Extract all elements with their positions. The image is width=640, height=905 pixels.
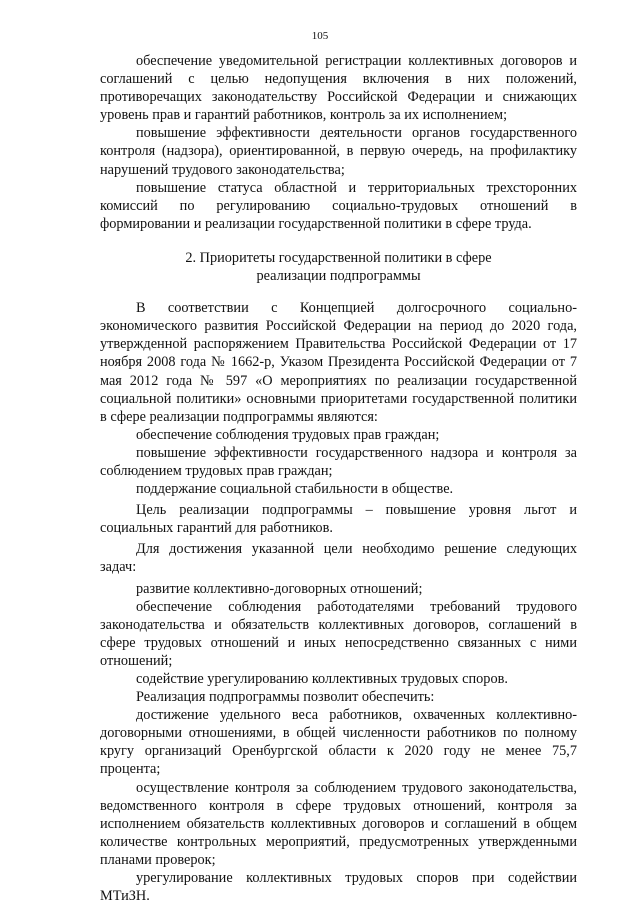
paragraph: Для достижения указанной цели необходимо решение следующих задач:: [100, 541, 577, 576]
paragraph: Реализация подпрограммы позволит обеспечить:: [136, 689, 435, 706]
document-body: [100, 52, 577, 905]
paragraph: повышение статуса областной и территориальных трехсторонних комиссий по регулированию социально-трудовых отношений в формировании и реализации государственной политики в сфере труда.: [100, 179, 577, 232]
paragraph: Цель реализации подпрограммы – повышение уровня льгот и социальных гарантий для работников.: [100, 502, 577, 537]
list-item: достижение удельного веса работников, охваченных коллективно-договорными отношениями, в общей численности работников по полному кругу организаций Оренбургской области к 2020 году не менее 75,7 процента;: [100, 707, 577, 778]
list-item: обеспечение соблюдения трудовых прав граждан;: [136, 426, 440, 443]
paragraph: повышение эффективности деятельности органов государственного контроля (надзора), ориентированной, в первую очередь, на профилактику нарушений трудового законодательства;: [100, 125, 577, 178]
list-item: поддержание социальной стабильности в обществе.: [136, 481, 454, 498]
paragraph: обеспечение уведомительной регистрации коллективных договоров и соглашений с целью недопущения включения в них положений, противоречащих законодательству Российской Федерации и снижающих уровень прав и гарантий работников, контроль за их исполнением;: [100, 53, 577, 124]
paragraph: В соответствии с Концепцией долгосрочного социально-экономического развития Российской Федерации на период до 2020 года, утвержденной распоряжением Правительства Российской Федерации от 17 ноября 2008 года № 1662-р, Указом Президента Российской Федерации от 7 мая 2012 года № 597 «О мероприятиях по реализации государственной социальной политики» основными приоритетами государственной политики в сфере реализации подпрограммы являются:: [100, 300, 577, 425]
page-number: 105: [311, 30, 329, 42]
list-item: повышение эффективности государственного надзора и контроля за соблюдением трудовых прав граждан;: [100, 444, 577, 479]
section-heading: [100, 249, 577, 285]
list-item: развитие коллективно-договорных отношений;: [136, 580, 423, 597]
section-heading-line: реализации подпрограммы: [256, 268, 421, 285]
list-item: урегулирование коллективных трудовых споров при содействии МТиЗН.: [100, 870, 577, 905]
list-item: обеспечение соблюдения работодателями требований трудового законодательства и обязательств коллективных договоров, соглашений в сфере трудовых отношений и иных непосредственно связанных с ними отношений;: [100, 598, 577, 669]
section-heading-line: 2. Приоритеты государственной политики в сфере: [185, 249, 492, 266]
list-item: содействие урегулированию коллективных трудовых споров.: [136, 671, 508, 687]
list-item: осуществление контроля за соблюдением трудового законодательства, ведомственного контроля в сфере трудовых отношений, контроля за исполнением обязательств коллективных договоров и соглашений в общем количестве контрольных мероприятий, предусмотренных утвержденными планами проверок;: [100, 779, 577, 868]
